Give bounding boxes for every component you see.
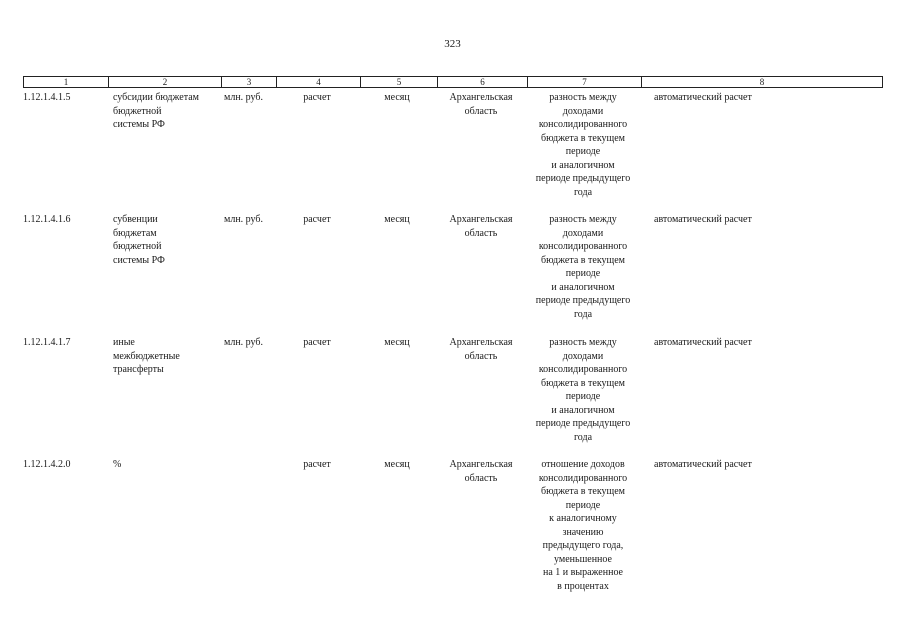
row-formula-cell-line: периоде	[565, 499, 601, 511]
header-col-7: 7	[527, 77, 641, 87]
row-formula-cell-line: отношение доходов	[541, 459, 625, 470]
row-method-cell: расчет	[303, 92, 331, 103]
row-formula-cell-line: года	[573, 431, 593, 443]
row-formula-cell	[522, 336, 644, 444]
row-region-cell	[436, 213, 526, 240]
row-formula-cell	[522, 458, 644, 593]
header-col-5: 5	[360, 77, 437, 87]
row-name-cell-line: межбюджетные	[113, 350, 180, 362]
row-region-cell-line: область	[464, 350, 498, 362]
row-name-cell-line: бюджетной	[113, 105, 162, 117]
row-formula-cell-line: и аналогичном	[551, 404, 615, 416]
row-code-cell: 1.12.1.4.1.6	[23, 214, 71, 225]
row-formula-cell-line: разность между	[549, 92, 617, 103]
row-region-cell-line: Архангельская	[449, 92, 513, 103]
row-period-cell: месяц	[384, 214, 410, 225]
row-region-cell-line: Архангельская	[449, 214, 513, 225]
row-formula-cell-line: в процентах	[557, 580, 609, 592]
row-unit-cell: млн. руб.	[224, 337, 263, 348]
row-formula-cell-line: и аналогичном	[551, 281, 615, 293]
row-period-cell: месяц	[384, 92, 410, 103]
header-col-3: 3	[221, 77, 276, 87]
row-method-cell: расчет	[303, 337, 331, 348]
row-name-cell-line: %	[113, 459, 122, 470]
row-code-cell: 1.12.1.4.2.0	[23, 459, 71, 470]
row-source-cell: автоматический расчет	[654, 459, 752, 470]
row-name-cell	[113, 91, 223, 132]
row-region-cell	[436, 458, 526, 485]
row-name-cell-line: бюджетной	[113, 241, 162, 252]
row-formula-cell-line: периоде предыдущего	[535, 173, 631, 184]
row-region-cell-line: область	[464, 227, 498, 239]
header-col-4: 4	[276, 77, 360, 87]
row-name-cell	[113, 336, 223, 377]
row-formula-cell-line: предыдущего года,	[542, 540, 624, 551]
row-formula-cell-line: доходами	[562, 227, 604, 239]
row-formula-cell-line: периоде	[565, 146, 601, 157]
row-name-cell	[113, 213, 223, 267]
row-name-cell-line: трансферты	[113, 364, 164, 375]
header-col-1: 1	[63, 77, 69, 87]
row-code-cell: 1.12.1.4.1.7	[23, 337, 71, 348]
row-unit-cell: млн. руб.	[224, 214, 263, 225]
row-name-cell-line: системы РФ	[113, 254, 165, 266]
row-region-cell-line: Архангельская	[449, 337, 513, 348]
row-formula-cell-line: и аналогичном	[551, 159, 615, 171]
row-formula-cell-line: значению	[562, 526, 604, 538]
row-formula-cell-line: года	[573, 308, 593, 320]
row-name-cell-line: субсидии бюджетам	[113, 92, 199, 103]
row-name-cell-line: субвенции	[113, 214, 158, 225]
row-formula-cell-line: периоде	[565, 391, 601, 402]
header-col-8: 8	[641, 77, 882, 87]
row-code-cell: 1.12.1.4.1.5	[23, 92, 71, 103]
row-name-cell-line: бюджетам	[113, 227, 157, 239]
table-header-row	[23, 76, 883, 88]
row-name-cell	[113, 458, 223, 472]
row-region-cell-line: область	[464, 472, 498, 484]
row-region-cell	[436, 91, 526, 118]
row-formula-cell-line: разность между	[549, 337, 617, 348]
row-method-cell: расчет	[303, 459, 331, 470]
row-formula-cell-line: бюджета в текущем	[541, 132, 625, 144]
row-formula-cell-line: к аналогичному	[549, 513, 617, 524]
row-name-cell-line: иные	[113, 337, 135, 348]
row-formula-cell	[522, 91, 644, 199]
row-source-cell: автоматический расчет	[654, 92, 752, 103]
row-formula-cell-line: разность между	[549, 214, 617, 225]
row-formula-cell-line: бюджета в текущем	[541, 254, 625, 266]
row-region-cell-line: Архангельская	[449, 459, 513, 470]
row-formula-cell-line: консолидированного	[538, 472, 628, 484]
row-formula-cell-line: бюджета в текущем	[541, 377, 625, 389]
row-source-cell: автоматический расчет	[654, 337, 752, 348]
row-formula-cell-line: бюджета в текущем	[541, 486, 625, 497]
row-formula-cell-line: периоде предыдущего	[535, 418, 631, 429]
row-name-cell-line: системы РФ	[113, 119, 165, 130]
row-unit-cell: млн. руб.	[224, 92, 263, 103]
row-formula-cell-line: консолидированного	[538, 364, 628, 375]
row-method-cell: расчет	[303, 214, 331, 225]
header-col-2: 2	[108, 77, 221, 87]
row-formula-cell-line: периоде предыдущего	[535, 295, 631, 306]
row-formula-cell-line: консолидированного	[538, 241, 628, 252]
row-formula-cell-line: уменьшенное	[554, 553, 612, 565]
row-formula-cell-line: на 1 и выраженное	[543, 567, 623, 578]
row-formula-cell-line: консолидированного	[538, 119, 628, 130]
row-formula-cell-line: года	[573, 186, 593, 198]
row-formula-cell-line: доходами	[562, 350, 604, 362]
row-formula-cell	[522, 213, 644, 321]
page-number: 323	[444, 38, 461, 50]
row-region-cell-line: область	[464, 105, 498, 117]
row-formula-cell-line: периоде	[565, 268, 601, 279]
row-period-cell: месяц	[384, 337, 410, 348]
row-source-cell: автоматический расчет	[654, 214, 752, 225]
header-col-6: 6	[437, 77, 527, 87]
row-formula-cell-line: доходами	[562, 105, 604, 117]
row-region-cell	[436, 336, 526, 363]
row-period-cell: месяц	[384, 459, 410, 470]
